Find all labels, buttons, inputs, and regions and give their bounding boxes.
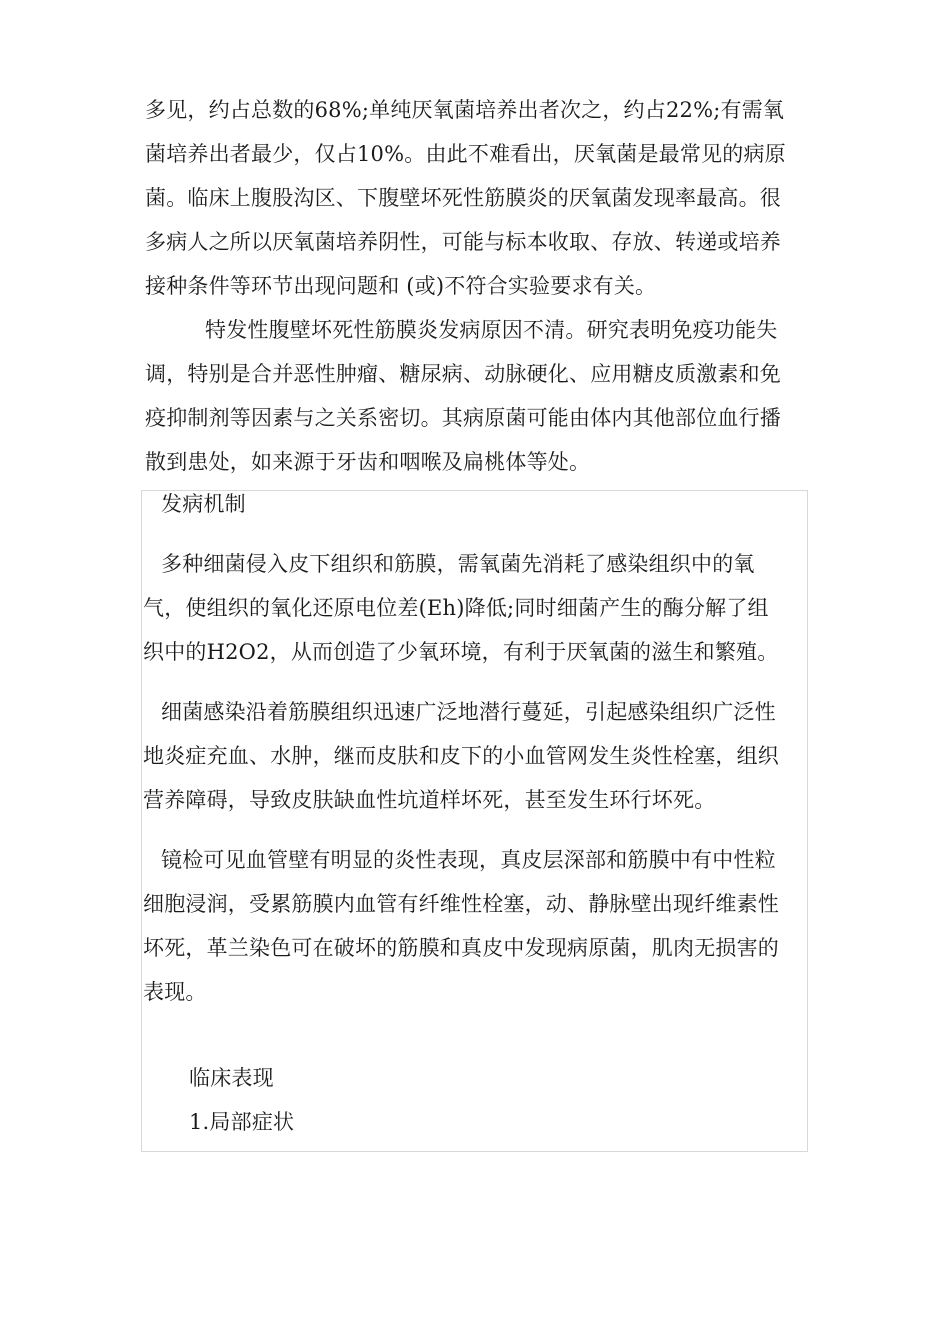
text-line: 织中的H2O2，从而创造了少氧环境，有利于厌氧菌的滋生和繁殖。 — [143, 640, 779, 664]
text-line: 多病人之所以厌氧菌培养阴性，可能与标本收取、存放、转递或培养 — [145, 230, 781, 254]
mechanism-heading: 发病机制 — [161, 492, 246, 516]
text-line: 多见，约占总数的68%;单纯厌氧菌培养出者次之，约占22%;有需氧 — [145, 98, 785, 122]
text-line: 特发性腹壁坏死性筋膜炎发病原因不清。研究表明免疫功能失 — [205, 318, 778, 342]
content-box — [141, 490, 808, 1152]
text-line: 地炎症充血、水肿，继而皮肤和皮下的小血管网发生炎性栓塞，组织 — [143, 744, 779, 768]
text-line: 多种细菌侵入皮下组织和筋膜，需氧菌先消耗了感染组织中的氧 — [161, 552, 755, 576]
text-line: 散到患处，如来源于牙齿和咽喉及扁桃体等处。 — [145, 450, 591, 474]
text-line: 菌培养出者最少，仅占10%。由此不难看出，厌氧菌是最常见的病原 — [145, 142, 786, 166]
text-line: 菌。临床上腹股沟区、下腹壁坏死性筋膜炎的厌氧菌发现率最高。很 — [145, 186, 781, 210]
text-line: 镜检可见血管壁有明显的炎性表现，真皮层深部和筋膜中有中性粒 — [161, 848, 776, 872]
text-line: 细菌感染沿着筋膜组织迅速广泛地潜行蔓延，引起感染组织广泛性 — [161, 700, 776, 724]
local-symptoms-heading: 1.局部症状 — [189, 1110, 295, 1134]
text-line: 细胞浸润，受累筋膜内血管有纤维性栓塞，动、静脉壁出现纤维素性 — [143, 892, 779, 916]
text-line: 接种条件等环节出现问题和 (或)不符合实验要求有关。 — [145, 274, 657, 298]
text-line: 疫抑制剂等因素与之关系密切。其病原菌可能由体内其他部位血行播 — [145, 406, 781, 430]
text-line: 表现。 — [143, 980, 207, 1004]
text-line: 气，使组织的氧化还原电位差(Eh)降低;同时细菌产生的酶分解了组 — [143, 596, 769, 620]
text-line: 调，特别是合并恶性肿瘤、糖尿病、动脉硬化、应用糖皮质激素和免 — [145, 362, 781, 386]
text-line: 坏死，革兰染色可在破坏的筋膜和真皮中发现病原菌，肌肉无损害的 — [143, 936, 779, 960]
text-line: 营养障碍，导致皮肤缺血性坑道样坏死，甚至发生环行坏死。 — [143, 788, 716, 812]
clinical-heading: 临床表现 — [189, 1066, 274, 1090]
